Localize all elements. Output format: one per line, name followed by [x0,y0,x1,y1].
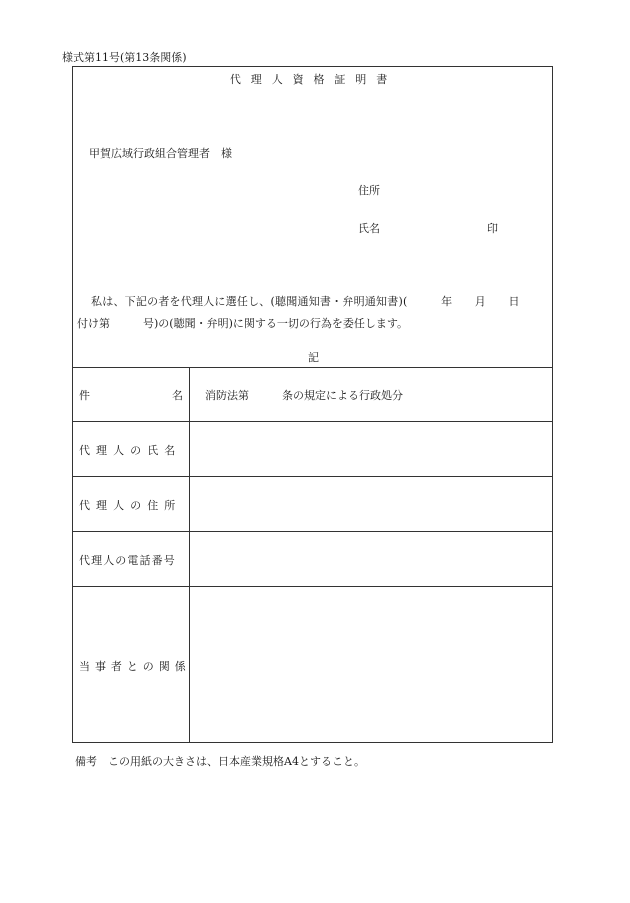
remarks-note: 備考 この用紙の大きさは、日本産業規格A4とすること。 [75,755,365,768]
row-divider [73,531,552,532]
form-number: 様式第11号(第13条関係) [62,51,187,64]
row-divider [73,421,552,422]
table-top-divider [73,367,552,368]
case-name-value: 消防法第 条の規定による行政処分 [205,389,403,402]
row-divider [73,586,552,587]
agent-phone-label: 代理人の電話番号 [79,554,176,567]
document-title: 代理人資格証明書 [229,73,398,86]
name-label: 氏名 [358,222,380,235]
case-label-right: 名 [172,389,183,402]
label-column-divider [189,367,190,743]
agent-name-label: 代理人の氏名 [79,444,182,457]
relation-label: 当事者との関係 [79,660,191,673]
certificate-frame [72,66,553,743]
addressee: 甲賀広域行政組合管理者 様 [89,147,232,160]
delegation-statement-line-2: 付け第 号)の(聴聞・弁明)に関する一切の行為を委任します。 [77,317,408,330]
case-label-left: 件 [79,389,90,402]
agent-address-label: 代理人の住所 [79,499,182,512]
case-name-label [79,387,183,403]
delegation-statement-line-1: 私は、下記の者を代理人に選任し、(聴聞通知書・弁明通知書)( 年 月 日 [91,295,520,308]
seal-mark: 印 [487,222,498,235]
row-divider [73,476,552,477]
ki-heading: 記 [308,351,319,364]
address-label: 住所 [358,184,380,197]
